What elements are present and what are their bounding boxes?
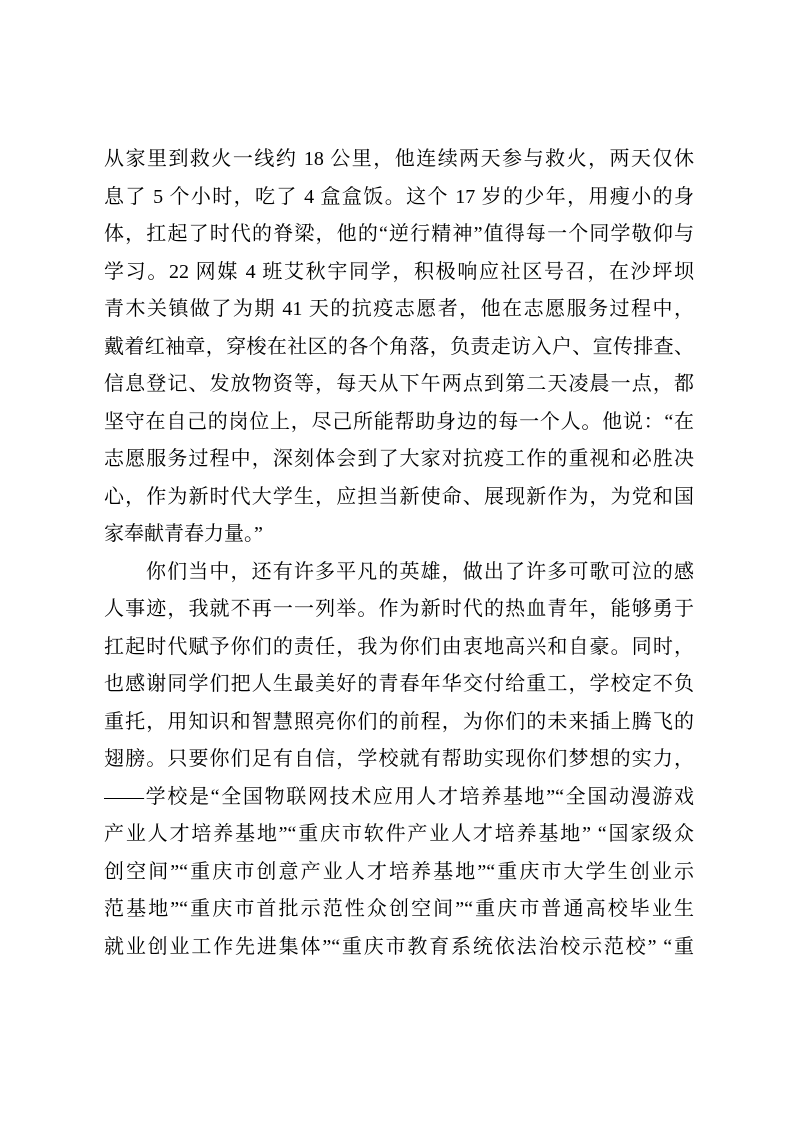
text-line: 志愿服务过程中，深刻体会到了大家对抗疫工作的重视和必胜决 <box>104 448 694 470</box>
text-line: 也感谢同学们把人生最美好的青春年华交付给重工，学校定不负 <box>104 673 694 695</box>
text-line: 家奉献青春力量。” <box>104 523 263 545</box>
text-line: 息了 5 个小时，吃了 4 盒盒饭。这个 17 岁的少年，用瘦小的身 <box>104 185 694 208</box>
text-line: 信息登记、发放物资等，每天从下午两点到第二天凌晨一点，都 <box>104 373 694 395</box>
text-line: 戴着红袖章，穿梭在社区的各个角落，负责走访入户、宣传排查、 <box>104 335 694 358</box>
text-line: 产业人才培养基地”“重庆市软件产业人才培养基地” “国家级众 <box>104 823 694 845</box>
paragraph-2 <box>104 554 694 967</box>
text-line: 创空间”“重庆市创意产业人才培养基地”“重庆市大学生创业示 <box>104 860 694 883</box>
text-line: 翅膀。只要你们足有自信，学校就有帮助实现你们梦想的实力， <box>104 748 694 770</box>
text-line: 就业创业工作先进集体”“重庆市教育系统依法治校示范校” “重 <box>104 935 694 958</box>
text-line: 心，作为新时代大学生，应担当新使命、展现新作为，为党和国 <box>104 485 694 508</box>
text-line: 扛起时代赋予你们的责任，我为你们由衷地高兴和自豪。同时， <box>104 635 694 658</box>
paragraph-1 <box>104 141 694 554</box>
text-line: 青木关镇做了为期 41 天的抗疫志愿者，他在志愿服务过程中， <box>104 298 694 320</box>
text-line: 从家里到救火一线约 18 公里，他连续两天参与救火，两天仅休 <box>104 148 694 170</box>
text-line: 体，扛起了时代的脊梁，他的“逆行精神”值得每一个同学敬仰与 <box>104 223 694 245</box>
text-line: 人事迹，我就不再一一列举。作为新时代的热血青年，能够勇于 <box>104 598 694 620</box>
text-line: 坚守在自己的岗位上，尽己所能帮助身边的每一个人。他说：“在 <box>104 410 694 433</box>
text-line: 重托，用知识和智慧照亮你们的前程，为你们的未来插上腾飞的 <box>104 710 694 733</box>
text-line: 学习。22 网媒 4 班艾秋宇同学，积极响应社区号召，在沙坪坝 <box>104 260 694 283</box>
text-line: 范基地”“重庆市首批示范性众创空间”“重庆市普通高校毕业生 <box>104 898 694 920</box>
text-line: 你们当中，还有许多平凡的英雄，做出了许多可歌可泣的感 <box>146 560 694 583</box>
body-text <box>104 141 694 966</box>
text-line: ——学校是“全国物联网技术应用人才培养基地”“全国动漫游戏 <box>104 785 694 808</box>
